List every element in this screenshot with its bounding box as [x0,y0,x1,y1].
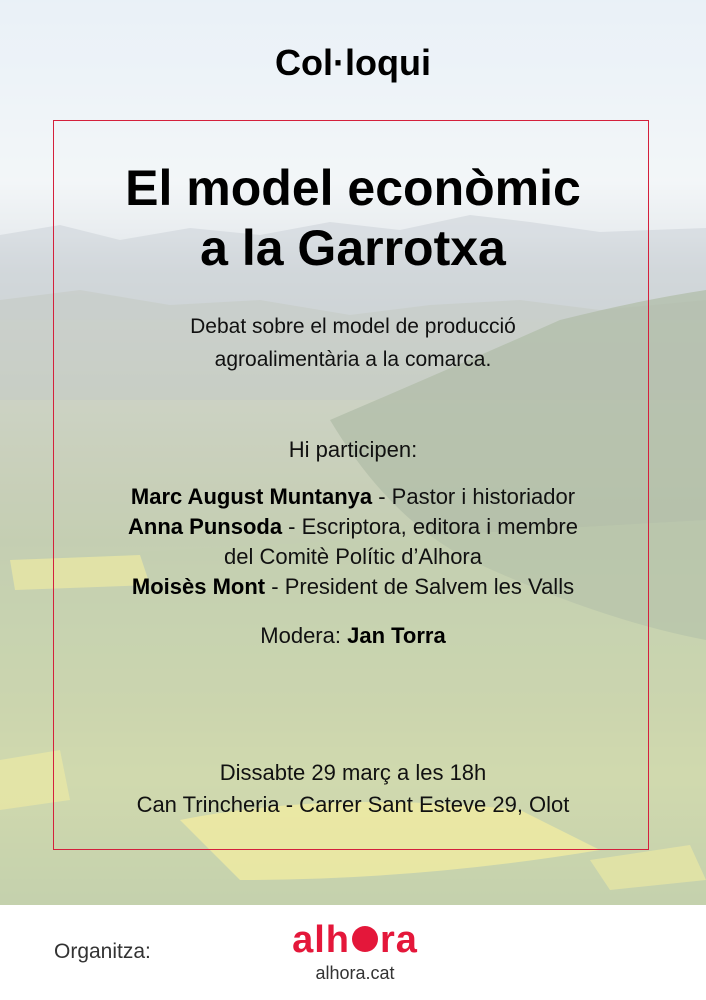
logo-wordmark [270,917,440,963]
organizer-label: Organitza: [54,940,151,963]
participant-role: - President de Salvem les Valls [265,574,575,599]
participant-row [40,482,666,512]
participant-role: - Pastor i historiador [372,484,576,509]
moderator-name: Jan Torra [347,623,446,648]
event-venue: Can Trincheria - Carrer Sant Esteve 29, Olot [136,792,570,817]
event-details [0,757,706,821]
participant-role: - Escriptora, editora i membre [282,514,578,539]
subtitle-line-2: agroalimentària a la comarca. [214,348,492,371]
logo-dot-icon [352,926,378,952]
event-title [0,158,706,278]
logo-text-left: alh [292,919,350,961]
event-subtitle [0,310,706,376]
participants-list [40,482,666,602]
moderator-label: Modera: [260,623,348,648]
participant-role-continuation: del Comitè Polític d’Alhora [223,544,482,569]
title-line-1: El model econòmic [125,160,581,216]
event-type: Col·loqui [275,42,431,83]
logo-text-right: ra [379,919,418,961]
participant-row [40,572,666,602]
participant-name: Anna Punsoda [128,514,283,539]
participant-row [40,512,666,542]
website-link[interactable]: alhora.cat [315,963,395,983]
moderator [0,623,706,649]
participants-heading: Hi participen: [288,437,418,462]
event-date: Dissabte 29 març a les 18h [219,760,487,785]
participant-name: Moisès Mont [131,574,266,599]
subtitle-line-1: Debat sobre el model de producció [190,315,516,338]
participant-name: Marc August Muntanya [130,484,373,509]
title-line-2: a la Garrotxa [200,220,506,276]
alhora-logo [270,917,440,984]
